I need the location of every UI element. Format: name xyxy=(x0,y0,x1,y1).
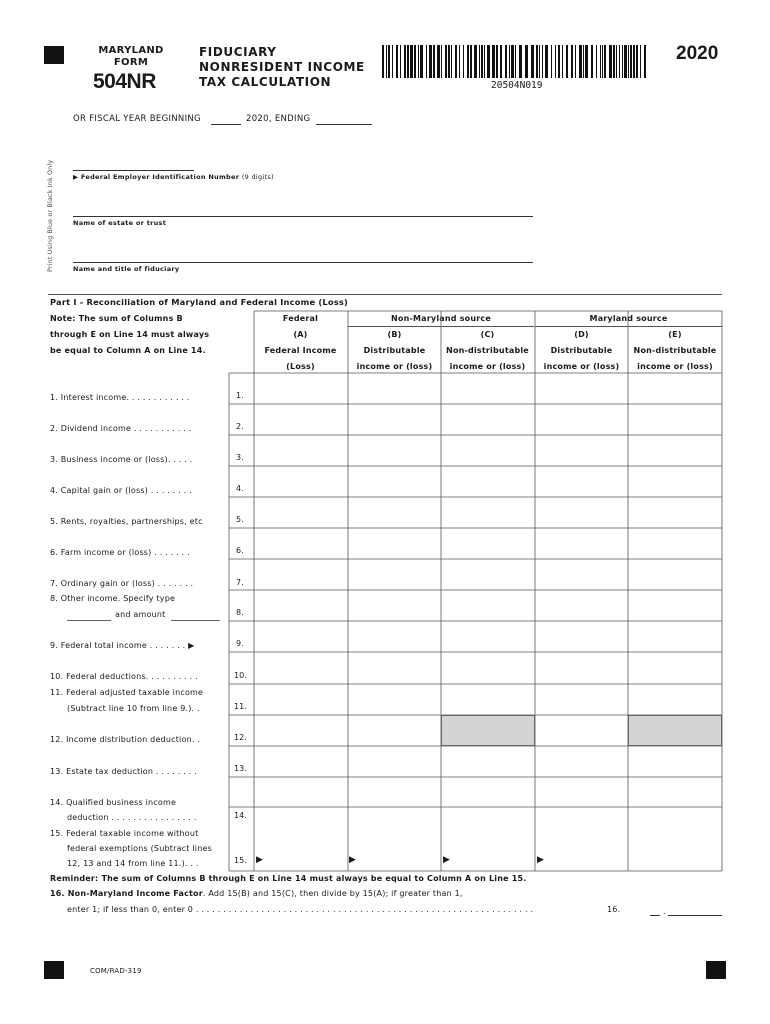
column-b-letter: (B) xyxy=(387,330,402,339)
line-14-label-b: deduction . . . . . . . . . . . . . . . . xyxy=(67,813,197,822)
line-13-column-b-cell[interactable] xyxy=(349,747,440,776)
line-9-column-c-cell[interactable] xyxy=(442,622,534,651)
line-15-column-c-cell[interactable] xyxy=(442,808,534,870)
line-6-column-d-cell[interactable] xyxy=(536,529,627,558)
line-14-column-a-cell[interactable] xyxy=(255,778,347,806)
ink-instruction: Print Using Blue or Black Ink Only xyxy=(47,159,54,272)
line-16-rest: . Add 15(B) and 15(C), then divide by 15(A); if greater than 1, xyxy=(202,889,463,898)
line-8-column-a-cell[interactable] xyxy=(255,591,347,620)
line-16-integer-blank[interactable] xyxy=(650,915,660,916)
line-8-type-blank[interactable] xyxy=(67,620,111,621)
line-num-3: 3. xyxy=(236,453,244,462)
line-13-column-d-cell[interactable] xyxy=(536,747,627,776)
line-7-column-b-cell[interactable] xyxy=(349,560,440,589)
line-num-1: 1. xyxy=(236,391,244,400)
line-4-column-b-cell[interactable] xyxy=(349,467,440,496)
fiscal-year-prefix: OR FISCAL YEAR BEGINNING xyxy=(73,114,201,124)
line-2-column-e-cell[interactable] xyxy=(629,405,721,434)
line-12-column-e-cell xyxy=(629,716,721,745)
fiscal-year-middle: 2020, ENDING xyxy=(246,114,311,124)
line-16-bold: 16. Non-Maryland Income Factor xyxy=(50,889,203,898)
line-8-amount-label: and amount xyxy=(115,610,166,619)
line-12-column-d-cell[interactable] xyxy=(536,716,627,745)
line-12-column-a-cell[interactable] xyxy=(255,716,347,745)
line-10-column-e-cell[interactable] xyxy=(629,653,721,683)
line-11-column-d-cell[interactable] xyxy=(536,685,627,714)
line-7-column-e-cell[interactable] xyxy=(629,560,721,589)
arrow-right-icon: ▶ xyxy=(188,641,195,650)
line-11-column-c-cell[interactable] xyxy=(442,685,534,714)
line-7-column-d-cell[interactable] xyxy=(536,560,627,589)
column-c-letter: (C) xyxy=(480,330,495,339)
line-9-column-e-cell[interactable] xyxy=(629,622,721,651)
line-14-label-a: 14. Qualified business income xyxy=(50,798,177,807)
column-d-line2: income or (loss) xyxy=(543,362,620,371)
line-4-label: 4. Capital gain or (loss) . . . . . . . . xyxy=(50,486,192,495)
line-16-label-2: enter 1; if less than 0, enter 0 . . . . . . . . . . . . . . . . . . . . . . . . . . . . . . . . . . . . . . . . . . . . . . . . . . . . . . . . . . . . . . xyxy=(67,905,534,914)
line-7-label: 7. Ordinary gain or (loss) . . . . . . . xyxy=(50,579,194,588)
line-1-column-c-cell[interactable] xyxy=(442,374,534,403)
line-4-column-a-cell[interactable] xyxy=(255,467,347,496)
line-11-column-e-cell[interactable] xyxy=(629,685,721,714)
note-line-2: through E on Line 14 must always xyxy=(50,330,210,339)
column-a-line2: (Loss) xyxy=(286,362,315,371)
fein-hint: (9 digits) xyxy=(241,173,274,181)
line-8-column-e-cell[interactable] xyxy=(629,591,721,620)
column-b-line2: income or (loss) xyxy=(356,362,433,371)
line-7-column-c-cell[interactable] xyxy=(442,560,534,589)
column-a-letter: (A) xyxy=(293,330,308,339)
line-num-2: 2. xyxy=(236,422,244,431)
group-federal: Federal xyxy=(282,314,319,323)
line-6-column-c-cell[interactable] xyxy=(442,529,534,558)
decimal-point: . xyxy=(663,907,666,916)
column-a-line1: Federal Income xyxy=(264,346,337,355)
title-line-1: FIDUCIARY xyxy=(199,45,277,59)
line-5-column-e-cell[interactable] xyxy=(629,498,721,527)
line-12-column-b-cell[interactable] xyxy=(349,716,440,745)
line-16-num: 16. xyxy=(607,905,621,914)
line-9-column-d-cell[interactable] xyxy=(536,622,627,651)
form-word: FORM xyxy=(113,57,149,68)
form-code: COM/RAD-319 xyxy=(90,967,142,975)
column-e-line1: Non-distributable xyxy=(633,346,717,355)
line-11-column-a-cell[interactable] xyxy=(255,685,347,714)
line-15-label-b: federal exemptions (Subtract lines xyxy=(67,844,212,853)
line-8-label: 8. Other income. Specify type xyxy=(50,594,176,603)
line-3-label: 3. Business income or (loss). . . . . xyxy=(50,455,193,464)
line-10-column-a-cell[interactable] xyxy=(255,653,347,683)
column-c-line1: Non-distributable xyxy=(446,346,529,355)
line-8-column-c-cell[interactable] xyxy=(442,591,534,620)
column-b-line1: Distributable xyxy=(363,346,426,355)
column-e-letter: (E) xyxy=(668,330,682,339)
line-5-label: 5. Rents, royalties, partnerships, etc xyxy=(50,517,203,526)
line-4-column-c-cell[interactable] xyxy=(442,467,534,496)
line-2-column-c-cell[interactable] xyxy=(442,405,534,434)
line-8-column-b-cell[interactable] xyxy=(349,591,440,620)
line-1-column-d-cell[interactable] xyxy=(536,374,627,403)
line-15-column-d-cell[interactable] xyxy=(536,808,627,870)
group-maryland: Maryland source xyxy=(589,314,668,323)
line-11-label-a: 11. Federal adjusted taxable income xyxy=(50,688,204,697)
line-num-4: 4. xyxy=(236,484,244,493)
line-num-13: 13. xyxy=(234,764,247,773)
line-15-label-a: 15. Federal taxable income without xyxy=(50,829,199,838)
line-12-column-c-cell xyxy=(442,716,534,745)
line-15-column-b-cell[interactable] xyxy=(349,808,440,870)
line-15-label-c: 12, 13 and 14 from line 11.). . . xyxy=(67,859,199,868)
column-d-letter: (D) xyxy=(574,330,589,339)
line-14-column-d-cell[interactable] xyxy=(536,778,627,806)
line-num-9: 9. xyxy=(236,639,244,648)
line-16-decimal-blank[interactable] xyxy=(668,915,722,916)
line-2-label: 2. Dividend income . . . . . . . . . . . xyxy=(50,424,192,433)
line-15-column-a-cell[interactable] xyxy=(255,808,347,870)
title-line-3: TAX CALCULATION xyxy=(199,75,332,89)
line-4-column-e-cell[interactable] xyxy=(629,467,721,496)
line-8-amount-blank[interactable] xyxy=(171,620,220,621)
tax-year: 2020 xyxy=(676,43,719,64)
line-15-column-e-cell[interactable] xyxy=(629,808,721,870)
line-9-label xyxy=(50,641,194,650)
line-13-column-e-cell[interactable] xyxy=(629,747,721,776)
line-11-label-b: (Subtract line 10 from line 9.). . xyxy=(67,704,200,713)
line-7-column-a-cell[interactable] xyxy=(255,560,347,589)
line-13-column-c-cell[interactable] xyxy=(442,747,534,776)
column-d-line1: Distributable xyxy=(550,346,613,355)
line-1-column-e-cell[interactable] xyxy=(629,374,721,403)
line-6-column-a-cell[interactable] xyxy=(255,529,347,558)
line-14-column-b-cell[interactable] xyxy=(349,778,440,806)
line-14-column-e-cell[interactable] xyxy=(629,778,721,806)
line-num-5: 5. xyxy=(236,515,244,524)
line-1-column-b-cell[interactable] xyxy=(349,374,440,403)
line-13-column-a-cell[interactable] xyxy=(255,747,347,776)
line-14-column-c-cell[interactable] xyxy=(442,778,534,806)
column-e-line2: income or (loss) xyxy=(637,362,713,371)
group-non-maryland: Non-Maryland source xyxy=(391,314,491,323)
estate-name-label: Name of estate or trust xyxy=(73,219,167,227)
line-6-column-b-cell[interactable] xyxy=(349,529,440,558)
line-5-column-d-cell[interactable] xyxy=(536,498,627,527)
line-2-column-d-cell[interactable] xyxy=(536,405,627,434)
line-10-column-c-cell[interactable] xyxy=(442,653,534,683)
line-1-label: 1. Interest income. . . . . . . . . . . . xyxy=(50,393,190,402)
arrow-right-icon: ▶ xyxy=(537,855,544,865)
line-3-column-e-cell[interactable] xyxy=(629,436,721,465)
line-num-15: 15. xyxy=(234,856,247,865)
arrow-right-icon: ▶ xyxy=(443,855,450,865)
barcode-number: 20504N019 xyxy=(491,80,543,91)
line-num-10: 10. xyxy=(234,671,247,680)
line-9-column-b-cell[interactable] xyxy=(349,622,440,651)
line-11-column-b-cell[interactable] xyxy=(349,685,440,714)
line-10-column-b-cell[interactable] xyxy=(349,653,440,683)
line-12-label: 12. Income distribution deduction. . xyxy=(50,735,201,744)
note-line-3: be equal to Column A on Line 14. xyxy=(50,346,206,355)
line-2-column-b-cell[interactable] xyxy=(349,405,440,434)
line-9-column-a-cell[interactable] xyxy=(255,622,347,651)
line-2-column-a-cell[interactable] xyxy=(255,405,347,434)
line-num-8: 8. xyxy=(236,608,244,617)
line-1-column-a-cell[interactable] xyxy=(255,374,347,403)
reminder-text: Reminder: The sum of Columns B through E on Line 14 must always be equal to Column A on Line 15. xyxy=(50,874,527,883)
line-8-column-d-cell[interactable] xyxy=(536,591,627,620)
fein-label-text: Federal Employer Identification Number xyxy=(80,173,240,181)
arrow-right-icon: ▶ xyxy=(349,855,356,865)
line-3-column-a-cell[interactable] xyxy=(255,436,347,465)
part1-title: Part I - Reconciliation of Maryland and Federal Income (Loss) xyxy=(50,297,349,307)
line-6-column-e-cell[interactable] xyxy=(629,529,721,558)
line-5-column-b-cell[interactable] xyxy=(349,498,440,527)
line-10-column-d-cell[interactable] xyxy=(536,653,627,683)
line-10-label: 10. Federal deductions. . . . . . . . . . xyxy=(50,672,198,681)
line-num-12: 12. xyxy=(234,733,247,742)
line-num-7: 7. xyxy=(236,578,244,587)
line-3-column-c-cell[interactable] xyxy=(442,436,534,465)
arrow-right-icon: ▶ xyxy=(73,173,79,181)
form-number: 504NR xyxy=(93,70,156,93)
line-6-label: 6. Farm income or (loss) . . . . . . . xyxy=(50,548,190,557)
line-13-label: 13. Estate tax deduction . . . . . . . . xyxy=(50,767,198,776)
line-4-column-d-cell[interactable] xyxy=(536,467,627,496)
title-line-2: NONRESIDENT INCOME xyxy=(199,60,365,74)
fiduciary-label: Name and title of fiduciary xyxy=(73,265,180,273)
line-num-11: 11. xyxy=(234,702,247,711)
line-9-label-text: 9. Federal total income . . . . . . . xyxy=(50,641,186,650)
line-num-6: 6. xyxy=(236,546,244,555)
line-16-label xyxy=(50,889,463,898)
line-5-column-a-cell[interactable] xyxy=(255,498,347,527)
line-num-14: 14. xyxy=(234,811,247,820)
arrow-right-icon: ▶ xyxy=(256,855,263,865)
line-5-column-c-cell[interactable] xyxy=(442,498,534,527)
note-line-1: Note: The sum of Columns B xyxy=(50,314,183,323)
form-state: MARYLAND xyxy=(98,45,164,56)
line-3-column-d-cell[interactable] xyxy=(536,436,627,465)
line-3-column-b-cell[interactable] xyxy=(349,436,440,465)
column-c-line2: income or (loss) xyxy=(449,362,526,371)
